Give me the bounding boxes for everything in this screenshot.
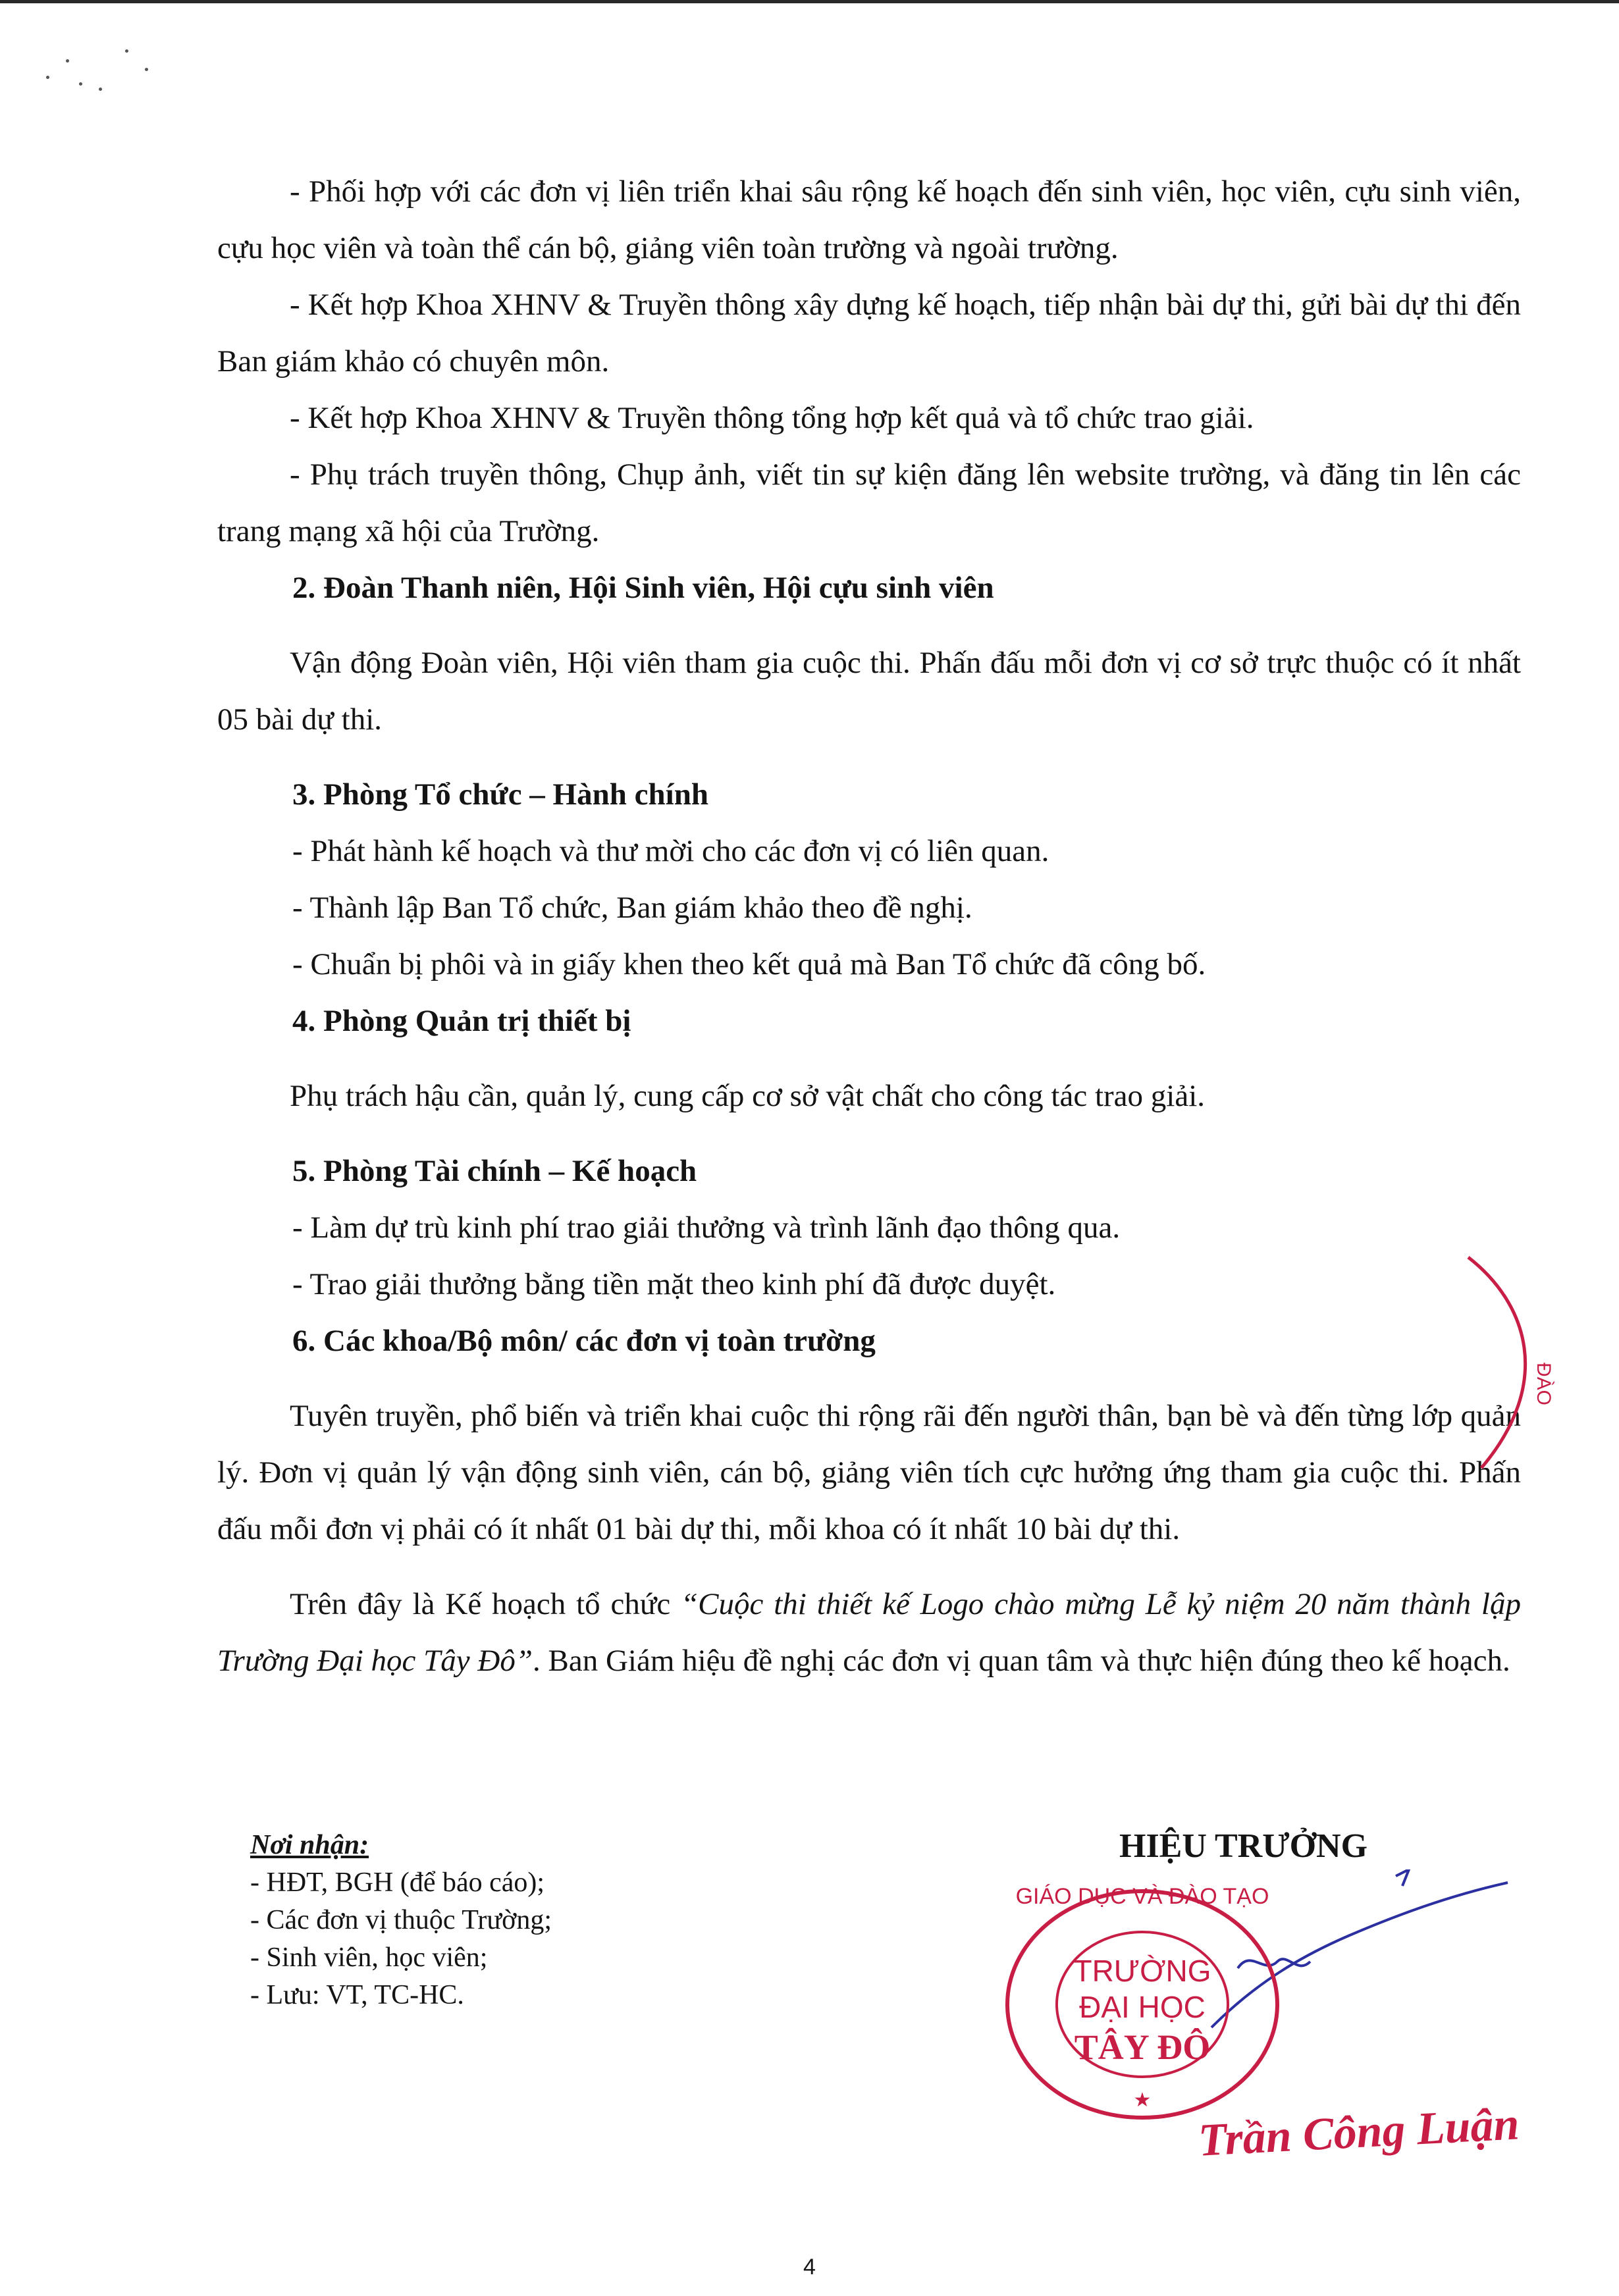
section6-heading: 6. Các khoa/Bộ môn/ các đơn vị toàn trường xyxy=(292,1324,876,1358)
recipient-item: - HĐT, BGH (để báo cáo); xyxy=(250,1867,545,1898)
recipient-item: - Sinh viên, học viên; xyxy=(250,1943,488,1973)
section4-body: Phụ trách hậu cần, quản lý, cung cấp cơ sở vật chất cho công tác trao giải. xyxy=(290,1079,1206,1113)
seal-line-2: ĐẠI HỌC xyxy=(1079,1990,1206,2024)
section1-bullet-4: - Phụ trách truyền thông, Chụp ảnh, viết tin sự kiện đăng lên website trường, và đăng tin lên các trang mạng xã hội của Trường. xyxy=(217,457,1521,548)
section3-item-1: - Phát hành kế hoạch và thư mời cho các đơn vị có liên quan. xyxy=(292,834,1049,868)
page-number: 4 xyxy=(803,2255,816,2280)
recipient-item: - Lưu: VT, TC-HC. xyxy=(250,1980,464,2010)
recipients-title: Nơi nhận: xyxy=(250,1830,369,1860)
principal-title: HIỆU TRƯỞNG xyxy=(1119,1827,1368,1865)
section2-body: Vận động Đoàn viên, Hội viên tham gia cuộc thi. Phấn đấu mỗi đơn vị cơ sở trực thuộc có ít nhất 05 bài dự thi. xyxy=(217,646,1521,737)
section5-heading: 5. Phòng Tài chính – Kế hoạch xyxy=(292,1154,697,1188)
contest-title: “Cuộc thi thiết kế Logo chào mừng Lễ kỷ niệm 20 năm thành lập Trường Đại học Tây Đô” xyxy=(217,1587,1521,1678)
section6-body: Tuyên truyền, phổ biến và triển khai cuộc thi rộng rãi đến người thân, bạn bè và đến từng lớp quản lý. Đơn vị quản lý vận động sinh viên, cán bộ, giảng viên tích cực hưởng ứng tham gia cuộc thi. Phấn đấu mỗi đơn vị phải có ít nhất 01 bài dự thi, mỗi khoa có ít nhất 10 bài dự thi. xyxy=(217,1399,1521,1546)
seal-ring-text: GIÁO DỤC VÀ ĐÀO TẠO xyxy=(1015,1884,1269,1909)
seal-line-1: TRƯỜNG xyxy=(1073,1954,1211,1988)
section1-bullet-3: - Kết hợp Khoa XHNV & Truyền thông tổng hợp kết quả và tổ chức trao giải. xyxy=(290,401,1254,435)
section4-heading: 4. Phòng Quản trị thiết bị xyxy=(292,1004,631,1038)
recipients-block xyxy=(250,1827,552,2014)
signer-name: Trần Công Luận xyxy=(1197,2099,1521,2166)
section5-item-1: - Làm dự trù kinh phí trao giải thưởng và trình lãnh đạo thông qua. xyxy=(292,1211,1121,1245)
section3-item-3: - Chuẩn bị phôi và in giấy khen theo kết quả mà Ban Tổ chức đã công bố. xyxy=(292,947,1206,981)
recipient-item: - Các đơn vị thuộc Trường; xyxy=(250,1905,552,1935)
closing-suffix: . Ban Giám hiệu đề nghị các đơn vị quan tâm và thực hiện đúng theo kế hoạch. xyxy=(533,1644,1510,1678)
section3-item-2: - Thành lập Ban Tổ chức, Ban giám khảo theo đề nghị. xyxy=(292,891,972,925)
closing-prefix: Trên đây là Kế hoạch tổ chức xyxy=(290,1587,681,1621)
seal-star-icon: ★ xyxy=(1133,2089,1152,2111)
scan-noise xyxy=(26,36,171,109)
plan-body xyxy=(217,163,1521,1689)
school-seal xyxy=(997,1883,1287,2126)
seal-line-3: TÂY ĐÔ xyxy=(1074,2027,1211,2067)
partial-stamp-text: ĐÀO xyxy=(1533,1363,1554,1406)
section3-heading: 3. Phòng Tổ chức – Hành chính xyxy=(292,777,708,812)
section1-bullet-2: - Kết hợp Khoa XHNV & Truyền thông xây dựng kế hoạch, tiếp nhận bài dự thi, gửi bài dự thi đến Ban giám khảo có chuyên môn. xyxy=(217,288,1521,378)
partial-stamp-edge xyxy=(1455,1251,1560,1474)
scan-top-border xyxy=(0,0,1619,3)
section5-item-2: - Trao giải thưởng bằng tiền mặt theo kinh phí đã được duyệt. xyxy=(292,1267,1056,1301)
closing-paragraph xyxy=(217,1576,1521,1689)
section1-bullet-1: - Phối hợp với các đơn vị liên triển khai sâu rộng kế hoạch đến sinh viên, học viên, cựu sinh viên, cựu học viên và toàn thể cán bộ, giảng viên toàn trường và ngoài trường. xyxy=(217,174,1521,265)
section2-heading: 2. Đoàn Thanh niên, Hội Sinh viên, Hội cựu sinh viên xyxy=(292,571,994,605)
